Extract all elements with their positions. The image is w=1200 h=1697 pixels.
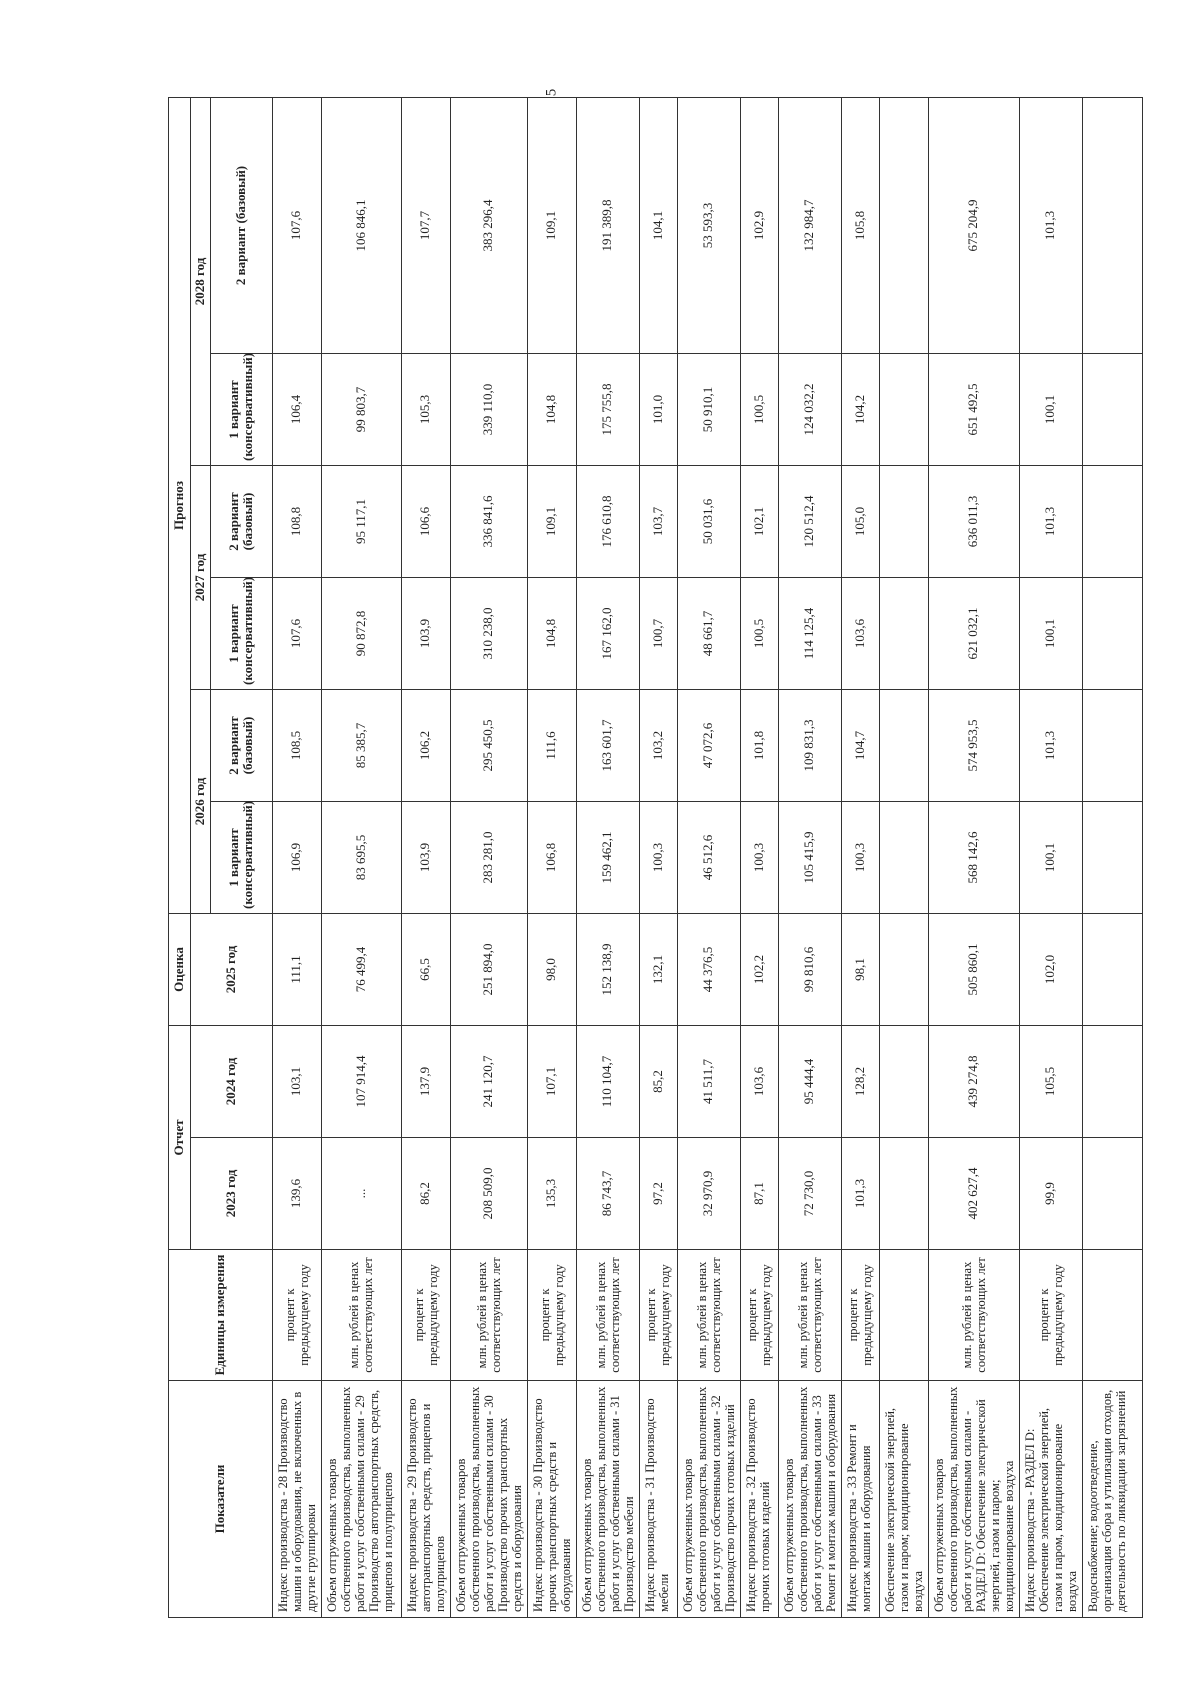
value-cell-2028-v1: 101,0 <box>639 354 677 466</box>
header-2027-variant-1: 1 вариант (консервативный) <box>210 578 272 690</box>
value-cell-2027-v1: 621 032,1 <box>928 578 1019 690</box>
value-cell-2028-v2 <box>1082 97 1142 353</box>
value-cell-2028-v2: 107,7 <box>401 97 450 353</box>
value-cell-2025: 44 376,5 <box>677 914 740 1026</box>
value-cell-2026-v1: 100,3 <box>841 802 879 914</box>
value-cell-2025: 98,0 <box>527 914 576 1026</box>
value-cell-2026-v2: 47 072,6 <box>677 690 740 802</box>
value-cell-2023: 86 743,7 <box>576 1138 639 1250</box>
value-cell-2023: 32 970,9 <box>677 1138 740 1250</box>
value-cell-2026-v2: 295 450,5 <box>450 690 527 802</box>
value-cell-2026-v1: 103,9 <box>401 802 450 914</box>
value-cell-2026-v2: 108,5 <box>272 690 321 802</box>
value-cell-2026-v2: 85 385,7 <box>321 690 401 802</box>
value-cell-2027-v2: 120 512,4 <box>778 466 841 578</box>
value-cell-2026-v2 <box>1082 690 1142 802</box>
indicator-cell: Индекс производства - 32 Производство прочих готовых изделий <box>740 1381 778 1618</box>
value-cell-2027-v1: 90 872,8 <box>321 578 401 690</box>
value-cell-2027-v1 <box>1082 578 1142 690</box>
value-cell-2027-v2: 636 011,3 <box>928 466 1019 578</box>
value-cell-2023: 208 509,0 <box>450 1138 527 1250</box>
indicator-cell: Индекс производства - 30 Производство прочих транспортных средств и оборудования <box>527 1381 576 1618</box>
value-cell-2028-v1 <box>879 354 928 466</box>
value-cell-2027-v1: 167 162,0 <box>576 578 639 690</box>
value-cell-2026-v2: 103,2 <box>639 690 677 802</box>
value-cell-2024: 137,9 <box>401 1026 450 1138</box>
indicator-cell: Обеспечение электрической энергией, газом и паром; кондиционирование воздуха <box>879 1381 928 1618</box>
table-header <box>169 97 273 1617</box>
value-cell-2025: 98,1 <box>841 914 879 1026</box>
forecast-table <box>168 97 1143 1618</box>
value-cell-2026-v1: 100,3 <box>740 802 778 914</box>
value-cell-2024: 107,1 <box>527 1026 576 1138</box>
indicator-cell: Индекс производства - РАЗДЕЛ D: Обеспечение электрической энергией, газом и паром, кондиционирование воздуха <box>1019 1381 1082 1618</box>
value-cell-2028-v2: 383 296,4 <box>450 97 527 353</box>
value-cell-2023: 72 730,0 <box>778 1138 841 1250</box>
value-cell-2027-v2: 105,0 <box>841 466 879 578</box>
value-cell-2027-v2 <box>1082 466 1142 578</box>
value-cell-2023: ... <box>321 1138 401 1250</box>
table-body <box>272 97 1142 1617</box>
table-row <box>639 97 677 1617</box>
header-year-2027: 2027 год <box>191 466 211 690</box>
table-row <box>1082 97 1142 1617</box>
table-row <box>928 97 1019 1617</box>
header-year-2026: 2026 год <box>191 690 211 914</box>
value-cell-2026-v1: 283 281,0 <box>450 802 527 914</box>
value-cell-2023 <box>1082 1138 1142 1250</box>
value-cell-2026-v1: 106,8 <box>527 802 576 914</box>
value-cell-2028-v1: 100,1 <box>1019 354 1082 466</box>
value-cell-2027-v1: 100,1 <box>1019 578 1082 690</box>
value-cell-2028-v2 <box>879 97 928 353</box>
page-number: 5 <box>543 88 560 97</box>
value-cell-2024: 103,6 <box>740 1026 778 1138</box>
header-unit: Единицы измерения <box>169 1250 273 1381</box>
value-cell-2028-v2: 107,6 <box>272 97 321 353</box>
value-cell-2027-v1: 107,6 <box>272 578 321 690</box>
value-cell-2027-v2: 102,1 <box>740 466 778 578</box>
indicator-cell: Водоснабжение; водоотведение, организация сбора и утилизации отходов, деятельность по ликвидации загрязнений <box>1082 1381 1142 1618</box>
value-cell-2026-v1: 100,3 <box>639 802 677 914</box>
value-cell-2024: 105,5 <box>1019 1026 1082 1138</box>
table-row <box>401 97 450 1617</box>
unit-cell: млн. рублей в ценах соответствующих лет <box>928 1250 1019 1381</box>
value-cell-2027-v2: 101,3 <box>1019 466 1082 578</box>
value-cell-2028-v1: 104,8 <box>527 354 576 466</box>
value-cell-2024: 103,1 <box>272 1026 321 1138</box>
value-cell-2023: 86,2 <box>401 1138 450 1250</box>
header-report: Отчет <box>169 1026 191 1250</box>
value-cell-2027-v2: 95 117,1 <box>321 466 401 578</box>
value-cell-2027-v1: 100,5 <box>740 578 778 690</box>
value-cell-2025: 152 138,9 <box>576 914 639 1026</box>
value-cell-2028-v2: 106 846,1 <box>321 97 401 353</box>
indicator-cell: Объем отгруженных товаров собственного производства, выполненных работ и услуг собственными силами - 33 Ремонт и монтаж машин и оборудования <box>778 1381 841 1618</box>
value-cell-2028-v2: 104,1 <box>639 97 677 353</box>
indicator-cell: Индекс производства - 33 Ремонт и монтаж машин и оборудования <box>841 1381 879 1618</box>
table-row <box>527 97 576 1617</box>
unit-cell: млн. рублей в ценах соответствующих лет <box>778 1250 841 1381</box>
header-2028-variant-2: 2 вариант (базовый) <box>210 97 272 353</box>
header-2026-variant-2: 2 вариант (базовый) <box>210 690 272 802</box>
value-cell-2028-v2: 132 984,7 <box>778 97 841 353</box>
value-cell-2027-v2: 176 610,8 <box>576 466 639 578</box>
value-cell-2028-v1: 104,2 <box>841 354 879 466</box>
value-cell-2024: 241 120,7 <box>450 1026 527 1138</box>
value-cell-2026-v2: 106,2 <box>401 690 450 802</box>
value-cell-2027-v2: 108,8 <box>272 466 321 578</box>
value-cell-2026-v1: 106,9 <box>272 802 321 914</box>
value-cell-2026-v2 <box>879 690 928 802</box>
value-cell-2027-v1: 103,6 <box>841 578 879 690</box>
value-cell-2027-v2: 50 031,6 <box>677 466 740 578</box>
value-cell-2026-v2: 109 831,3 <box>778 690 841 802</box>
value-cell-2026-v2: 101,3 <box>1019 690 1082 802</box>
unit-cell <box>1082 1250 1142 1381</box>
value-cell-2027-v2: 336 841,6 <box>450 466 527 578</box>
indicator-cell: Индекс производства - 29 Производство автотранспортных средств, прицепов и полуприцепов <box>401 1381 450 1618</box>
table-row <box>740 97 778 1617</box>
unit-cell <box>879 1250 928 1381</box>
header-year-2023: 2023 год <box>191 1138 273 1250</box>
value-cell-2028-v2: 102,9 <box>740 97 778 353</box>
value-cell-2024: 107 914,4 <box>321 1026 401 1138</box>
header-forecast: Прогноз <box>169 97 191 913</box>
value-cell-2028-v2: 191 389,8 <box>576 97 639 353</box>
value-cell-2027-v1: 48 661,7 <box>677 578 740 690</box>
indicator-cell: Индекс производства - 31 Производство мебели <box>639 1381 677 1618</box>
value-cell-2028-v2: 53 593,3 <box>677 97 740 353</box>
value-cell-2023: 402 627,4 <box>928 1138 1019 1250</box>
value-cell-2024: 128,2 <box>841 1026 879 1138</box>
value-cell-2024: 110 104,7 <box>576 1026 639 1138</box>
table-row <box>841 97 879 1617</box>
value-cell-2025 <box>879 914 928 1026</box>
value-cell-2025: 251 894,0 <box>450 914 527 1026</box>
unit-cell: процент к предыдущему году <box>740 1250 778 1381</box>
value-cell-2028-v1: 651 492,5 <box>928 354 1019 466</box>
table-row <box>321 97 401 1617</box>
value-cell-2026-v2: 111,6 <box>527 690 576 802</box>
value-cell-2026-v2: 104,7 <box>841 690 879 802</box>
unit-cell: процент к предыдущему году <box>841 1250 879 1381</box>
value-cell-2024: 439 274,8 <box>928 1026 1019 1138</box>
header-2026-variant-1: 1 вариант (консервативный) <box>210 802 272 914</box>
value-cell-2026-v1 <box>879 802 928 914</box>
value-cell-2027-v1: 100,7 <box>639 578 677 690</box>
unit-cell: процент к предыдущему году <box>639 1250 677 1381</box>
value-cell-2028-v1: 124 032,2 <box>778 354 841 466</box>
table-row <box>879 97 928 1617</box>
table-row <box>272 97 321 1617</box>
value-cell-2028-v1: 99 803,7 <box>321 354 401 466</box>
table-row <box>576 97 639 1617</box>
value-cell-2026-v1 <box>1082 802 1142 914</box>
unit-cell: млн. рублей в ценах соответствующих лет <box>321 1250 401 1381</box>
value-cell-2027-v1 <box>879 578 928 690</box>
value-cell-2025: 102,2 <box>740 914 778 1026</box>
value-cell-2028-v2: 101,3 <box>1019 97 1082 353</box>
value-cell-2023: 87,1 <box>740 1138 778 1250</box>
indicator-cell: Индекс производства - 28 Производство машин и оборудования, не включенных в другие группировки <box>272 1381 321 1618</box>
header-year-2025: 2025 год <box>191 914 273 1026</box>
value-cell-2028-v1: 106,4 <box>272 354 321 466</box>
value-cell-2028-v1: 105,3 <box>401 354 450 466</box>
rotated-table-wrapper <box>168 98 1128 1618</box>
indicator-cell: Объем отгруженных товаров собственного производства, выполненных работ и услуг собственными силами - 29 Производство автотранспортных средств, прицепов и полуприцепов <box>321 1381 401 1618</box>
value-cell-2025 <box>1082 914 1142 1026</box>
unit-cell: процент к предыдущему году <box>527 1250 576 1381</box>
value-cell-2025: 99 810,6 <box>778 914 841 1026</box>
value-cell-2028-v1: 175 755,8 <box>576 354 639 466</box>
value-cell-2028-v1 <box>1082 354 1142 466</box>
value-cell-2025: 132,1 <box>639 914 677 1026</box>
value-cell-2026-v2: 101,8 <box>740 690 778 802</box>
unit-cell: процент к предыдущему году <box>272 1250 321 1381</box>
value-cell-2026-v1: 159 462,1 <box>576 802 639 914</box>
header-year-2028: 2028 год <box>191 97 211 465</box>
value-cell-2023: 97,2 <box>639 1138 677 1250</box>
value-cell-2027-v1: 104,8 <box>527 578 576 690</box>
value-cell-2026-v1: 83 695,5 <box>321 802 401 914</box>
value-cell-2028-v1: 100,5 <box>740 354 778 466</box>
value-cell-2028-v2: 105,8 <box>841 97 879 353</box>
value-cell-2027-v1: 103,9 <box>401 578 450 690</box>
value-cell-2027-v2: 109,1 <box>527 466 576 578</box>
unit-cell: млн. рублей в ценах соответствующих лет <box>677 1250 740 1381</box>
table-row <box>1019 97 1082 1617</box>
value-cell-2026-v1: 568 142,6 <box>928 802 1019 914</box>
table-row <box>450 97 527 1617</box>
value-cell-2028-v2: 675 204,9 <box>928 97 1019 353</box>
value-cell-2027-v1: 114 125,4 <box>778 578 841 690</box>
value-cell-2026-v1: 105 415,9 <box>778 802 841 914</box>
header-2028-variant-1: 1 вариант (консервативный) <box>210 354 272 466</box>
value-cell-2026-v2: 574 953,5 <box>928 690 1019 802</box>
value-cell-2025: 66,5 <box>401 914 450 1026</box>
value-cell-2025: 505 860,1 <box>928 914 1019 1026</box>
value-cell-2028-v1: 339 110,0 <box>450 354 527 466</box>
header-estimate: Оценка <box>169 914 191 1026</box>
value-cell-2026-v2: 163 601,7 <box>576 690 639 802</box>
table-row <box>778 97 841 1617</box>
value-cell-2026-v1: 46 512,6 <box>677 802 740 914</box>
unit-cell: процент к предыдущему году <box>1019 1250 1082 1381</box>
value-cell-2027-v2: 103,7 <box>639 466 677 578</box>
value-cell-2024: 41 511,7 <box>677 1026 740 1138</box>
header-2027-variant-2: 2 вариант (базовый) <box>210 466 272 578</box>
unit-cell: процент к предыдущему году <box>401 1250 450 1381</box>
value-cell-2025: 76 499,4 <box>321 914 401 1026</box>
table-row <box>677 97 740 1617</box>
header-indicator: Показатели <box>169 1381 273 1618</box>
value-cell-2023: 135,3 <box>527 1138 576 1250</box>
value-cell-2027-v2 <box>879 466 928 578</box>
unit-cell: млн. рублей в ценах соответствующих лет <box>576 1250 639 1381</box>
indicator-cell: Объем отгруженных товаров собственного производства, выполненных работ и услуг собственными силами - 31 Производство мебели <box>576 1381 639 1618</box>
indicator-cell: Объем отгруженных товаров собственного производства, выполненных работ и услуг собственными силами - 32 Производство прочих готовых изделий <box>677 1381 740 1618</box>
value-cell-2023: 101,3 <box>841 1138 879 1250</box>
value-cell-2024: 85,2 <box>639 1026 677 1138</box>
unit-cell: млн. рублей в ценах соответствующих лет <box>450 1250 527 1381</box>
indicator-cell: Объем отгруженных товаров собственного производства, выполненных работ и услуг собственными силами - РАЗДЕЛ D: Обеспечение электрической энергией, газом и паром; кондиционирование воздуха <box>928 1381 1019 1618</box>
value-cell-2025: 102,0 <box>1019 914 1082 1026</box>
header-year-2024: 2024 год <box>191 1026 273 1138</box>
value-cell-2028-v2: 109,1 <box>527 97 576 353</box>
value-cell-2027-v1: 310 238,0 <box>450 578 527 690</box>
value-cell-2024 <box>1082 1026 1142 1138</box>
value-cell-2027-v2: 106,6 <box>401 466 450 578</box>
value-cell-2026-v1: 100,1 <box>1019 802 1082 914</box>
value-cell-2024: 95 444,4 <box>778 1026 841 1138</box>
value-cell-2024 <box>879 1026 928 1138</box>
value-cell-2028-v1: 50 910,1 <box>677 354 740 466</box>
value-cell-2023: 139,6 <box>272 1138 321 1250</box>
value-cell-2023: 99,9 <box>1019 1138 1082 1250</box>
indicator-cell: Объем отгруженных товаров собственного производства, выполненных работ и услуг собственными силами - 30 Производство прочих транспортных средств и оборудования <box>450 1381 527 1618</box>
value-cell-2025: 111,1 <box>272 914 321 1026</box>
value-cell-2023 <box>879 1138 928 1250</box>
